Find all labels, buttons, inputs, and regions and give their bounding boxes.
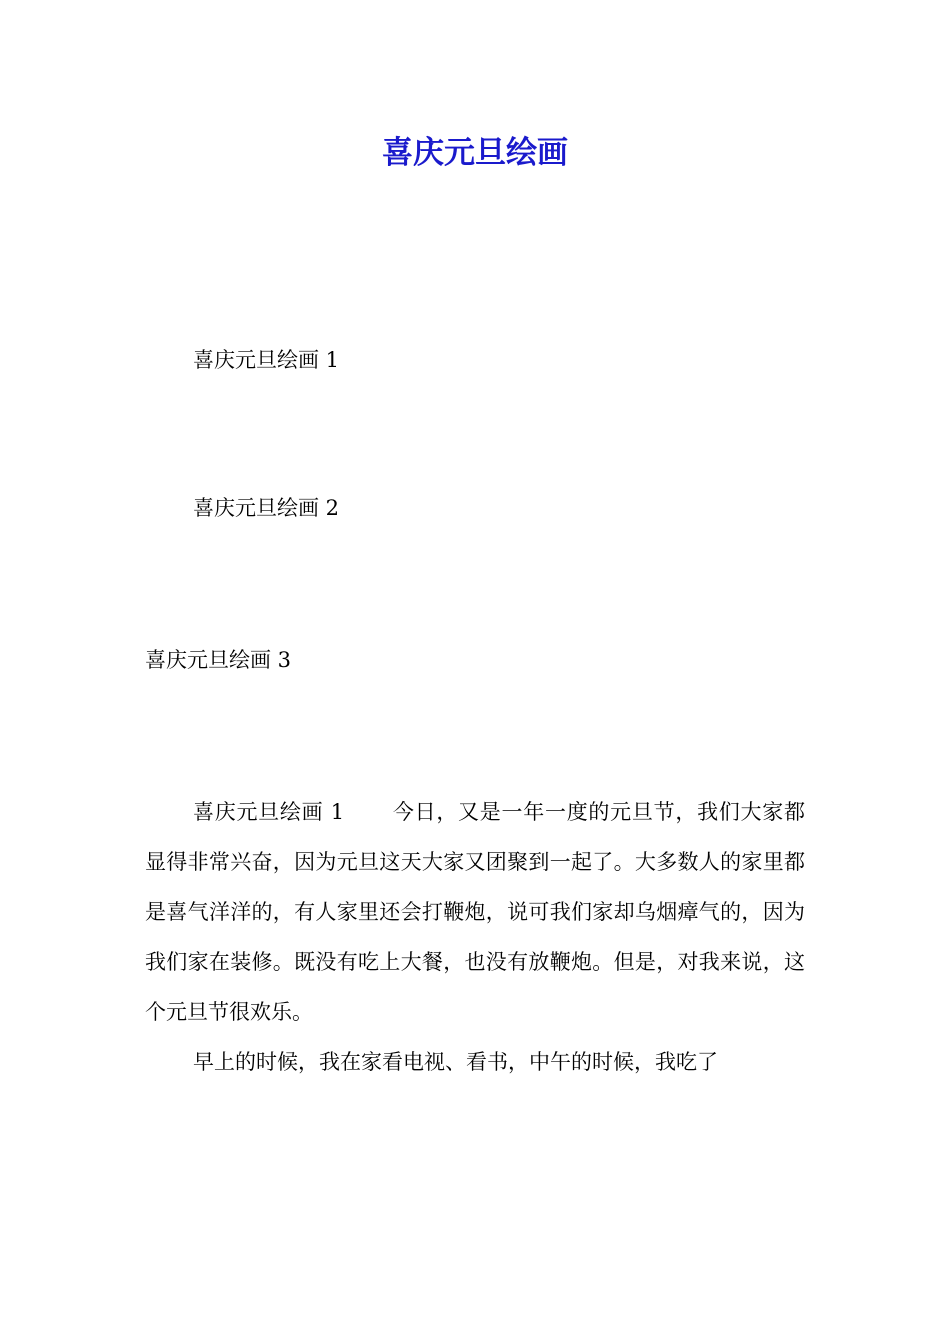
section-heading-2: 喜庆元旦绘画 2 <box>193 496 340 520</box>
section-heading-3: 喜庆元旦绘画 3 <box>145 648 292 672</box>
section-heading-1: 喜庆元旦绘画 1 <box>193 348 340 372</box>
paragraph-2: 早上的时候，我在家看电视、看书，中午的时候，我吃了 <box>193 1050 718 1074</box>
document-title: 喜庆元旦绘画 <box>382 135 568 171</box>
paragraph-1 <box>145 787 805 1037</box>
body-text <box>145 787 805 1087</box>
paragraph-1-heading: 喜庆元旦绘画 1 <box>193 800 345 824</box>
paragraph-1-text: 今日，又是一年一度的元旦节，我们大家都显得非常兴奋，因为元旦这天大家又团聚到一起了。大多数人的家里都是喜气洋洋的，有人家里还会打鞭炮，说可我们家却乌烟瘴气的，因为我们家在装修。既没有吃上大餐，也没有放鞭炮。但是，对我来说，这个元旦节很欢乐。 <box>145 800 805 1024</box>
